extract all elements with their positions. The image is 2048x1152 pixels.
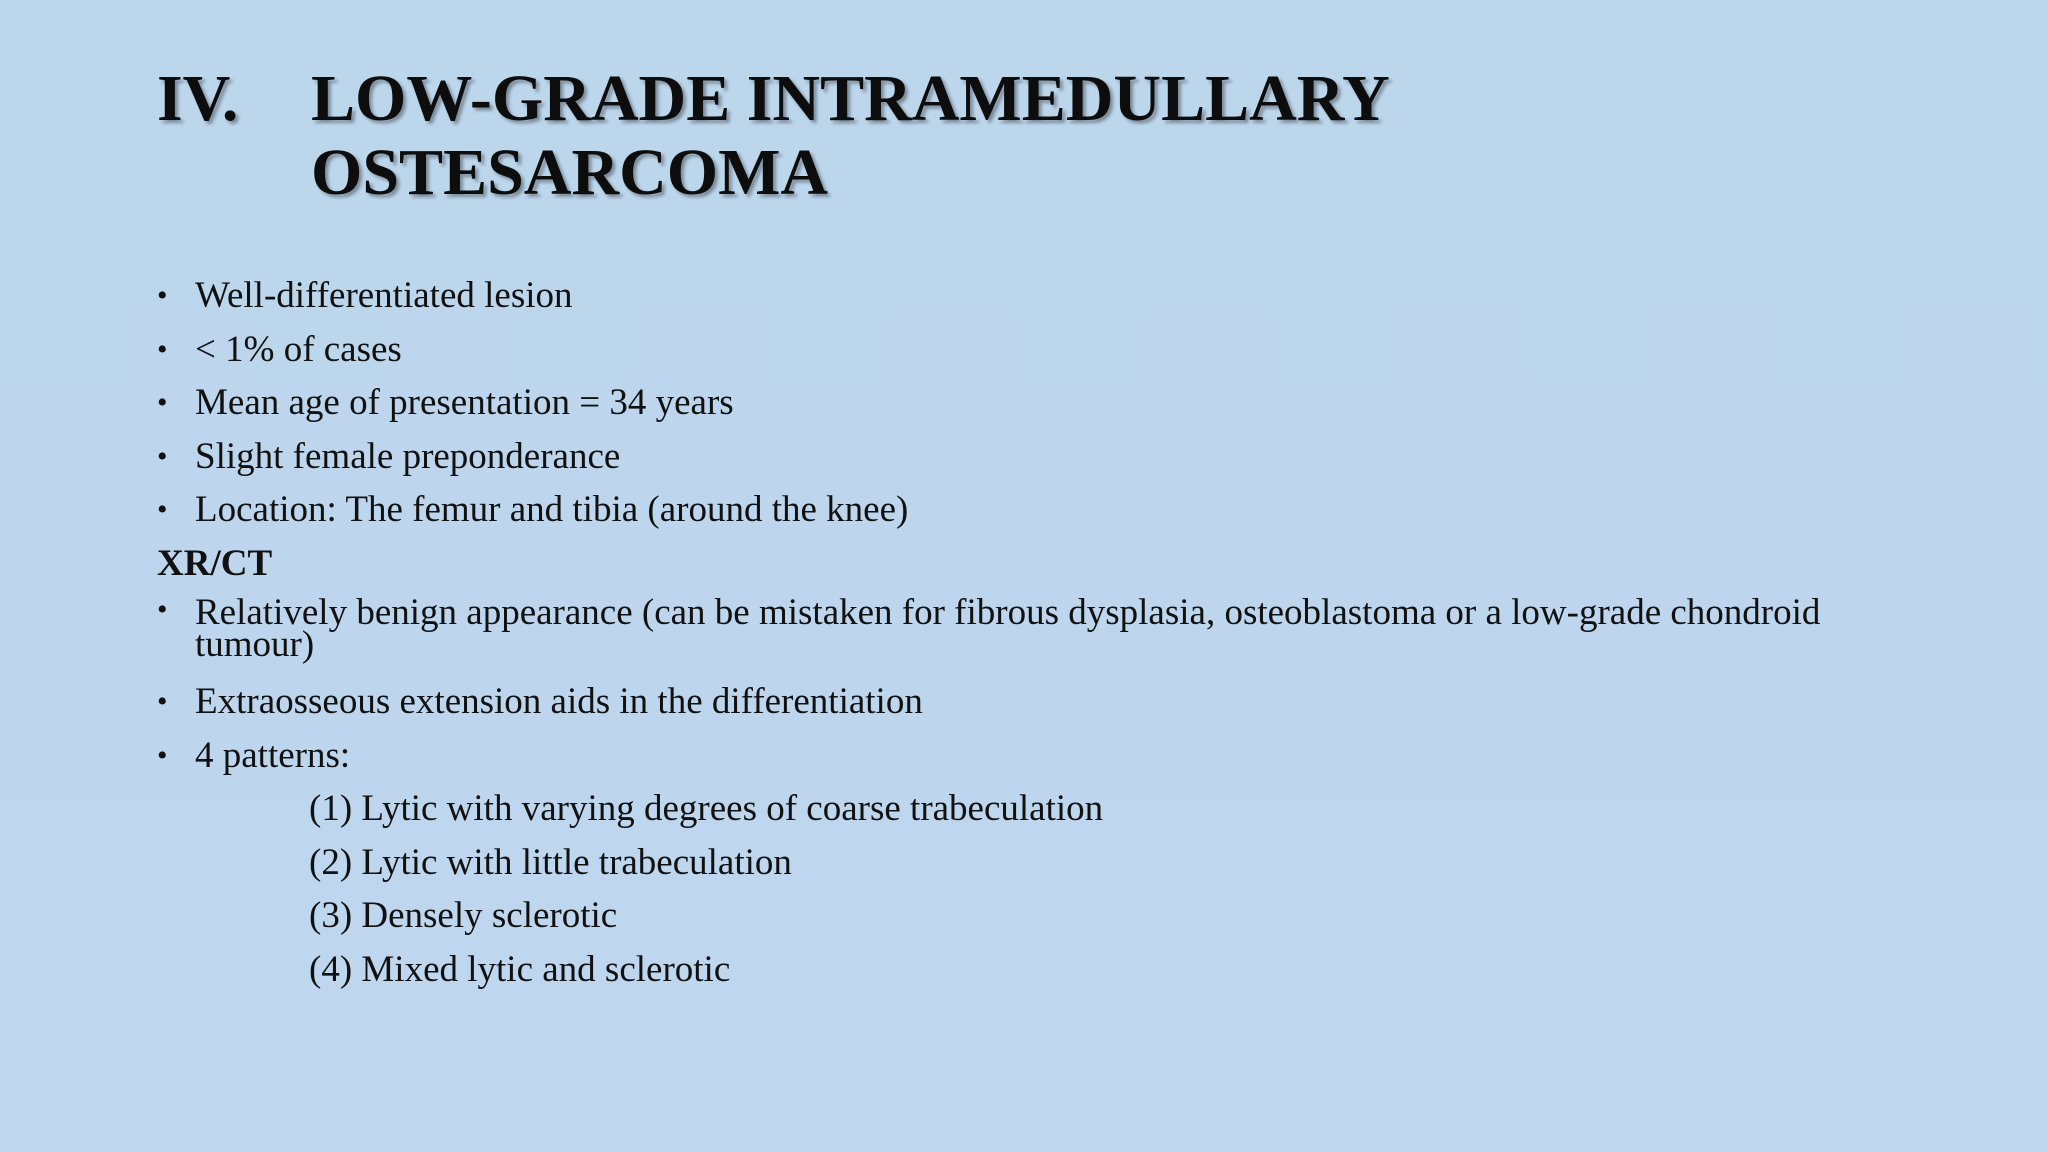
bullet-dot-icon: • bbox=[157, 738, 168, 772]
bullet-item bbox=[157, 276, 1937, 316]
bullet-dot-icon: • bbox=[157, 439, 168, 473]
title-line-2: OSTESARCOMA bbox=[311, 136, 829, 209]
bullet-item bbox=[157, 490, 1937, 530]
slide-content bbox=[157, 276, 1937, 1003]
bullet-dot-icon: • bbox=[157, 593, 168, 626]
bullet-dot-icon: • bbox=[157, 386, 168, 419]
pattern-item: (4) Mixed lytic and sclerotic bbox=[309, 948, 731, 990]
bullet-dot-icon: • bbox=[157, 493, 168, 526]
bullet-item bbox=[157, 736, 1937, 776]
bullet-dot-icon: • bbox=[157, 685, 168, 718]
bullet-dot-icon: • bbox=[157, 279, 168, 312]
bullet-text: Mean age of presentation = 34 years bbox=[195, 382, 734, 423]
bullet-text: < 1% of cases bbox=[195, 328, 402, 370]
bullet-item bbox=[157, 437, 1937, 477]
bullet-item bbox=[157, 330, 1937, 370]
bullet-dot-icon: • bbox=[157, 332, 168, 366]
title-text bbox=[311, 62, 1611, 210]
bullet-text: 4 patterns: bbox=[195, 734, 351, 776]
pattern-item: (1) Lytic with varying degrees of coarse trabeculation bbox=[309, 788, 1104, 829]
title-number: IV. bbox=[157, 62, 239, 135]
slide-title bbox=[157, 62, 1611, 210]
bullet-item bbox=[157, 682, 1937, 722]
bullet-text: Location: The femur and tibia (around the knee) bbox=[195, 489, 909, 530]
bullet-item bbox=[157, 592, 1937, 665]
bullet-text: Extraosseous extension aids in the differentiation bbox=[195, 681, 923, 722]
bullet-item bbox=[157, 383, 1937, 423]
title-line-1: LOW-GRADE INTRAMEDULLARY bbox=[311, 62, 1390, 135]
pattern-item: (3) Densely sclerotic bbox=[309, 895, 618, 936]
section-heading: XR/CT bbox=[157, 542, 273, 584]
pattern-item: (2) Lytic with little trabeculation bbox=[309, 841, 792, 883]
bullet-text: Well-differentiated lesion bbox=[195, 275, 573, 316]
bullet-text: Relatively benign appearance (can be mistaken for fibrous dysplasia, osteoblastoma or a low-grade chondroid tumour) bbox=[195, 592, 1821, 665]
bullet-text: Slight female preponderance bbox=[195, 435, 621, 477]
